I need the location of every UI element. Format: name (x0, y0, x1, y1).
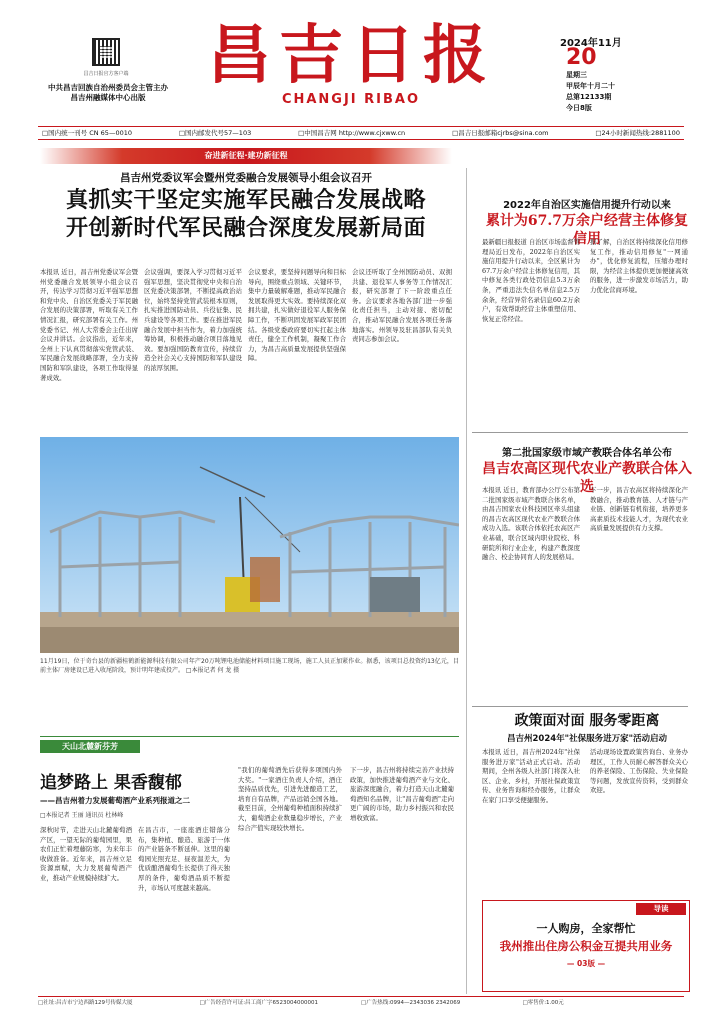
lead-kicker: 昌吉州党委议军会暨州党委融合发展领导小组会议召开 (120, 172, 372, 184)
article-headline[interactable]: 政策面对面 服务零距离 (514, 713, 660, 729)
footer-item: □零售价:1.00元 (522, 1000, 564, 1006)
footer-item: □社址:昌吉市宁边西路129号传媒大厦 (38, 1000, 133, 1006)
footer (38, 996, 684, 1016)
sponsor (38, 83, 178, 103)
footer-item: □广告经营许可证:昌工商广字6523004000001 (199, 1000, 319, 1006)
page-count: 今日8版 (566, 104, 592, 112)
feature-subheadline: ——昌吉州着力发展葡萄酒产业系列报道之二 (40, 796, 190, 805)
article-column: 本报讯 近日，昌吉州党委议军会暨州党委融合发展领导小组会议召开，传达学习贯彻习近平强军思想和党中央、自治区党委关于军民融合发展的决策部署，听取有关工作情况汇报，研究部署有关工作。州党委书记、州人大常委会主任出席会议并讲话。会议指出，近年来，全州上下认真贯彻落实党管武装、军民融合发展战略部署，全力支持国防和军队建设，各项工作取得显著成效。 (40, 268, 138, 382)
article-subheadline: 昌吉州2024年"社保服务进万家"活动启动 (506, 734, 668, 744)
column-divider (466, 168, 467, 994)
article-column: 深秋时节，走进天山北麓葡萄酒产区，一望无际的葡萄园里，果农们正忙着埋藤防寒，为来年丰收做准备。近年来，昌吉州立足资源禀赋，大力发展葡萄酒产业，推动产业规模持续扩大。 (40, 826, 132, 882)
photo-illustration (40, 437, 459, 653)
date-day: 20 (566, 45, 597, 70)
article-column: 会议还听取了全州国防动员、双拥共建、退役军人事务等工作情况汇报，研究部署了下一阶段重点任务。会议要求各地各部门进一步强化责任担当，主动对接、密切配合，推动军民融合发展各项任务落地落实。州领导及驻昌部队有关负责同志参加会议。 (352, 268, 452, 344)
info-item: □24小时新闻热线:2881100 (595, 129, 680, 137)
article-column: 会议要求，要坚持问题导向和目标导向，围绕重点领域、关键环节，集中力量破解难题，推动军民融合发展取得更大实效。要持续深化双拥共建，扎实做好退役军人服务保障工作，不断巩固发展军政军民团结。各级党委政府要切实扛起主体责任，健全工作机制，凝聚工作合力，为昌吉高质量发展提供坚强保障。 (248, 268, 346, 363)
section-ribbon: 奋进新征程·建功新征程 (40, 148, 452, 164)
promo-tag: 导读 (636, 903, 686, 915)
feature-headline[interactable]: 追梦路上 果香馥郁 (40, 773, 182, 793)
article-column: 活动现场设置政策咨询台、业务办理区，工作人员耐心解答群众关心的养老保险、工伤保险、失业保险等问题，发放宣传资料，受到群众欢迎。 (590, 748, 688, 795)
article-headline[interactable]: 昌吉农高区现代农业产教联合体入选 (482, 461, 692, 495)
masthead-pinyin: CHANGJI RIBAO (281, 92, 421, 107)
article-column: 本报讯 近日，昌吉州2024年"社保服务进万家"活动正式启动。活动期间，全州各级人社部门将深入社区、企业、乡村，开展社保政策宣传、业务咨询和经办服务，让群众在家门口享受便捷服务。 (482, 748, 580, 804)
info-item-website[interactable]: □中国昌吉网 http://www.cjxww.cn (298, 129, 406, 137)
article-column: 下一步，昌吉农高区将持续深化产教融合，推动教育链、人才链与产业链、创新链有机衔接，培养更多高素质技术技能人才，为现代农业高质量发展提供有力支撑。 (590, 486, 688, 533)
date-year-month: 2024年11月 (560, 38, 622, 49)
section-rule (40, 736, 459, 737)
sponsor-line: 昌吉州融媒体中心出版 (70, 93, 146, 102)
section-tag: 天山北麓新芬芳 (40, 740, 140, 753)
article-column: 会议强调，要深入学习贯彻习近平强军思想，坚决贯彻党中央和自治区党委决策部署，不断提高政治站位，始终坚持党管武装根本原则，扎实推进国防动员、兵役征集、民兵建设等各项工作。要在推进军民融合发展中担当作为，着力加强统筹协调，积极推动融合项目落地见效。要加强国防教育宣传，持续营造全社会关心支持国防和军队建设的浓厚氛围。 (144, 268, 242, 372)
footer-item: □广告热线:0994—2343036 2342069 (361, 1000, 461, 1006)
article-headline[interactable]: 累计为67.7万余户经营主体修复信用 (485, 213, 689, 247)
article-column: 据了解，自治区将持续深化信用修复工作，推动信用修复"一网通办"，优化修复流程，压缩办理时限，为经营主体提供更加便捷高效的服务，进一步激发市场活力，助力优化营商环境。 (590, 238, 688, 294)
article-column: 本报讯 近日，教育部办公厅公布第二批国家级市域产教联合体名单，由昌吉国家农业科技园区牵头组建的昌吉农高区现代农业产教联合体成功入选。该联合体依托农高区产业基础，联合区域内职业院校、科研院所和行业企业，构建产教深度融合、校企协同育人的发展格局。 (482, 486, 580, 562)
article-column: 下一步，昌吉州将持续完善产业扶持政策，加快推进葡萄酒产业与文化、旅游深度融合，着力打造天山北麓葡萄酒知名品牌，让"昌吉葡萄酒"走向更广阔的市场，助力乡村振兴和农民增收致富。 (350, 766, 454, 822)
date-lunar: 甲辰年十月二十 (566, 82, 615, 90)
feature-byline: □本报记者 王丽 通讯员 杜林峰 (40, 812, 124, 819)
article-kicker: 第二批国家级市域产教联合体名单公布 (502, 448, 672, 459)
info-line (38, 126, 684, 140)
divider (472, 432, 688, 433)
promo-line[interactable]: 我州推出住房公积金互提共用业务 (499, 939, 673, 953)
info-item-email[interactable]: □昌吉日报邮箱cjrbs@sina.com (452, 129, 549, 137)
info-item: □国内邮发代号57—103 (178, 129, 252, 137)
date-weekday: 星期三 (566, 71, 587, 79)
info-item: □国内统一刊号 CN 65—0010 (42, 129, 132, 137)
qr-code[interactable] (92, 38, 120, 66)
sponsor-line: 中共昌吉回族自治州委员会主管主办 (48, 83, 168, 92)
article-column: "我们的葡萄酒先后获得多项国内外大奖。"一家酒庄负责人介绍，酒庄坚持品质优先，引进先进酿造工艺，培育自有品牌，产品远销全国各地。截至目前，全州葡萄种植面积持续扩大，葡萄酒企业数量稳步增长，产业综合产值实现较快增长。 (238, 766, 342, 832)
photo-caption: 11月19日，位于奇台县的新疆桂鹤新能源科技有限公司年产20万吨锂电池储能材料项目施工现场，施工人员正加紧作业。据悉，该项目总投资约13亿元，目前主体厂房建设已进入收尾阶段，预计明年建成投产。 □本报记者 何 龙 摄 (40, 658, 459, 674)
lead-headline[interactable]: 真抓实干坚定实施军民融合发展战略 (65, 187, 426, 213)
qr-caption: 昌吉日报官方客户端 (83, 71, 129, 77)
article-column: 最新疆日报报道 自治区市场监督管理局近日发布，2022年自治区实施信用提升行动以来，全区累计为67.7万余户经营主体修复信用，其中修复各类行政处罚信息5.3万余条，严重违法失信名单信息2.5万余条，经营异常名录信息60.2万余户，有效帮助经营主体重塑信用、恢复正常经营。 (482, 238, 580, 323)
lead-headline[interactable]: 开创新时代军民融合深度发展新局面 (65, 215, 426, 241)
divider (472, 706, 688, 707)
construction-photo[interactable] (40, 437, 459, 653)
article-kicker: 2022年自治区实施信用提升行动以来 (503, 200, 671, 211)
promo-line[interactable]: 一人购房，全家帮忙 (536, 922, 636, 935)
promo-page-ref: — 03版 — (566, 959, 606, 968)
masthead-logo: 昌吉日报 (207, 18, 495, 93)
issue-number: 总第12133期 (566, 93, 612, 101)
article-column: 在昌吉市，一座座酒庄错落分布，集种植、酿造、旅游于一体的产业链条不断延伸。这里的葡萄园光照充足、昼夜温差大，为优质酿酒葡萄生长提供了得天独厚的条件，葡萄酒品质不断提升，市场认可度越来越高。 (138, 826, 230, 892)
